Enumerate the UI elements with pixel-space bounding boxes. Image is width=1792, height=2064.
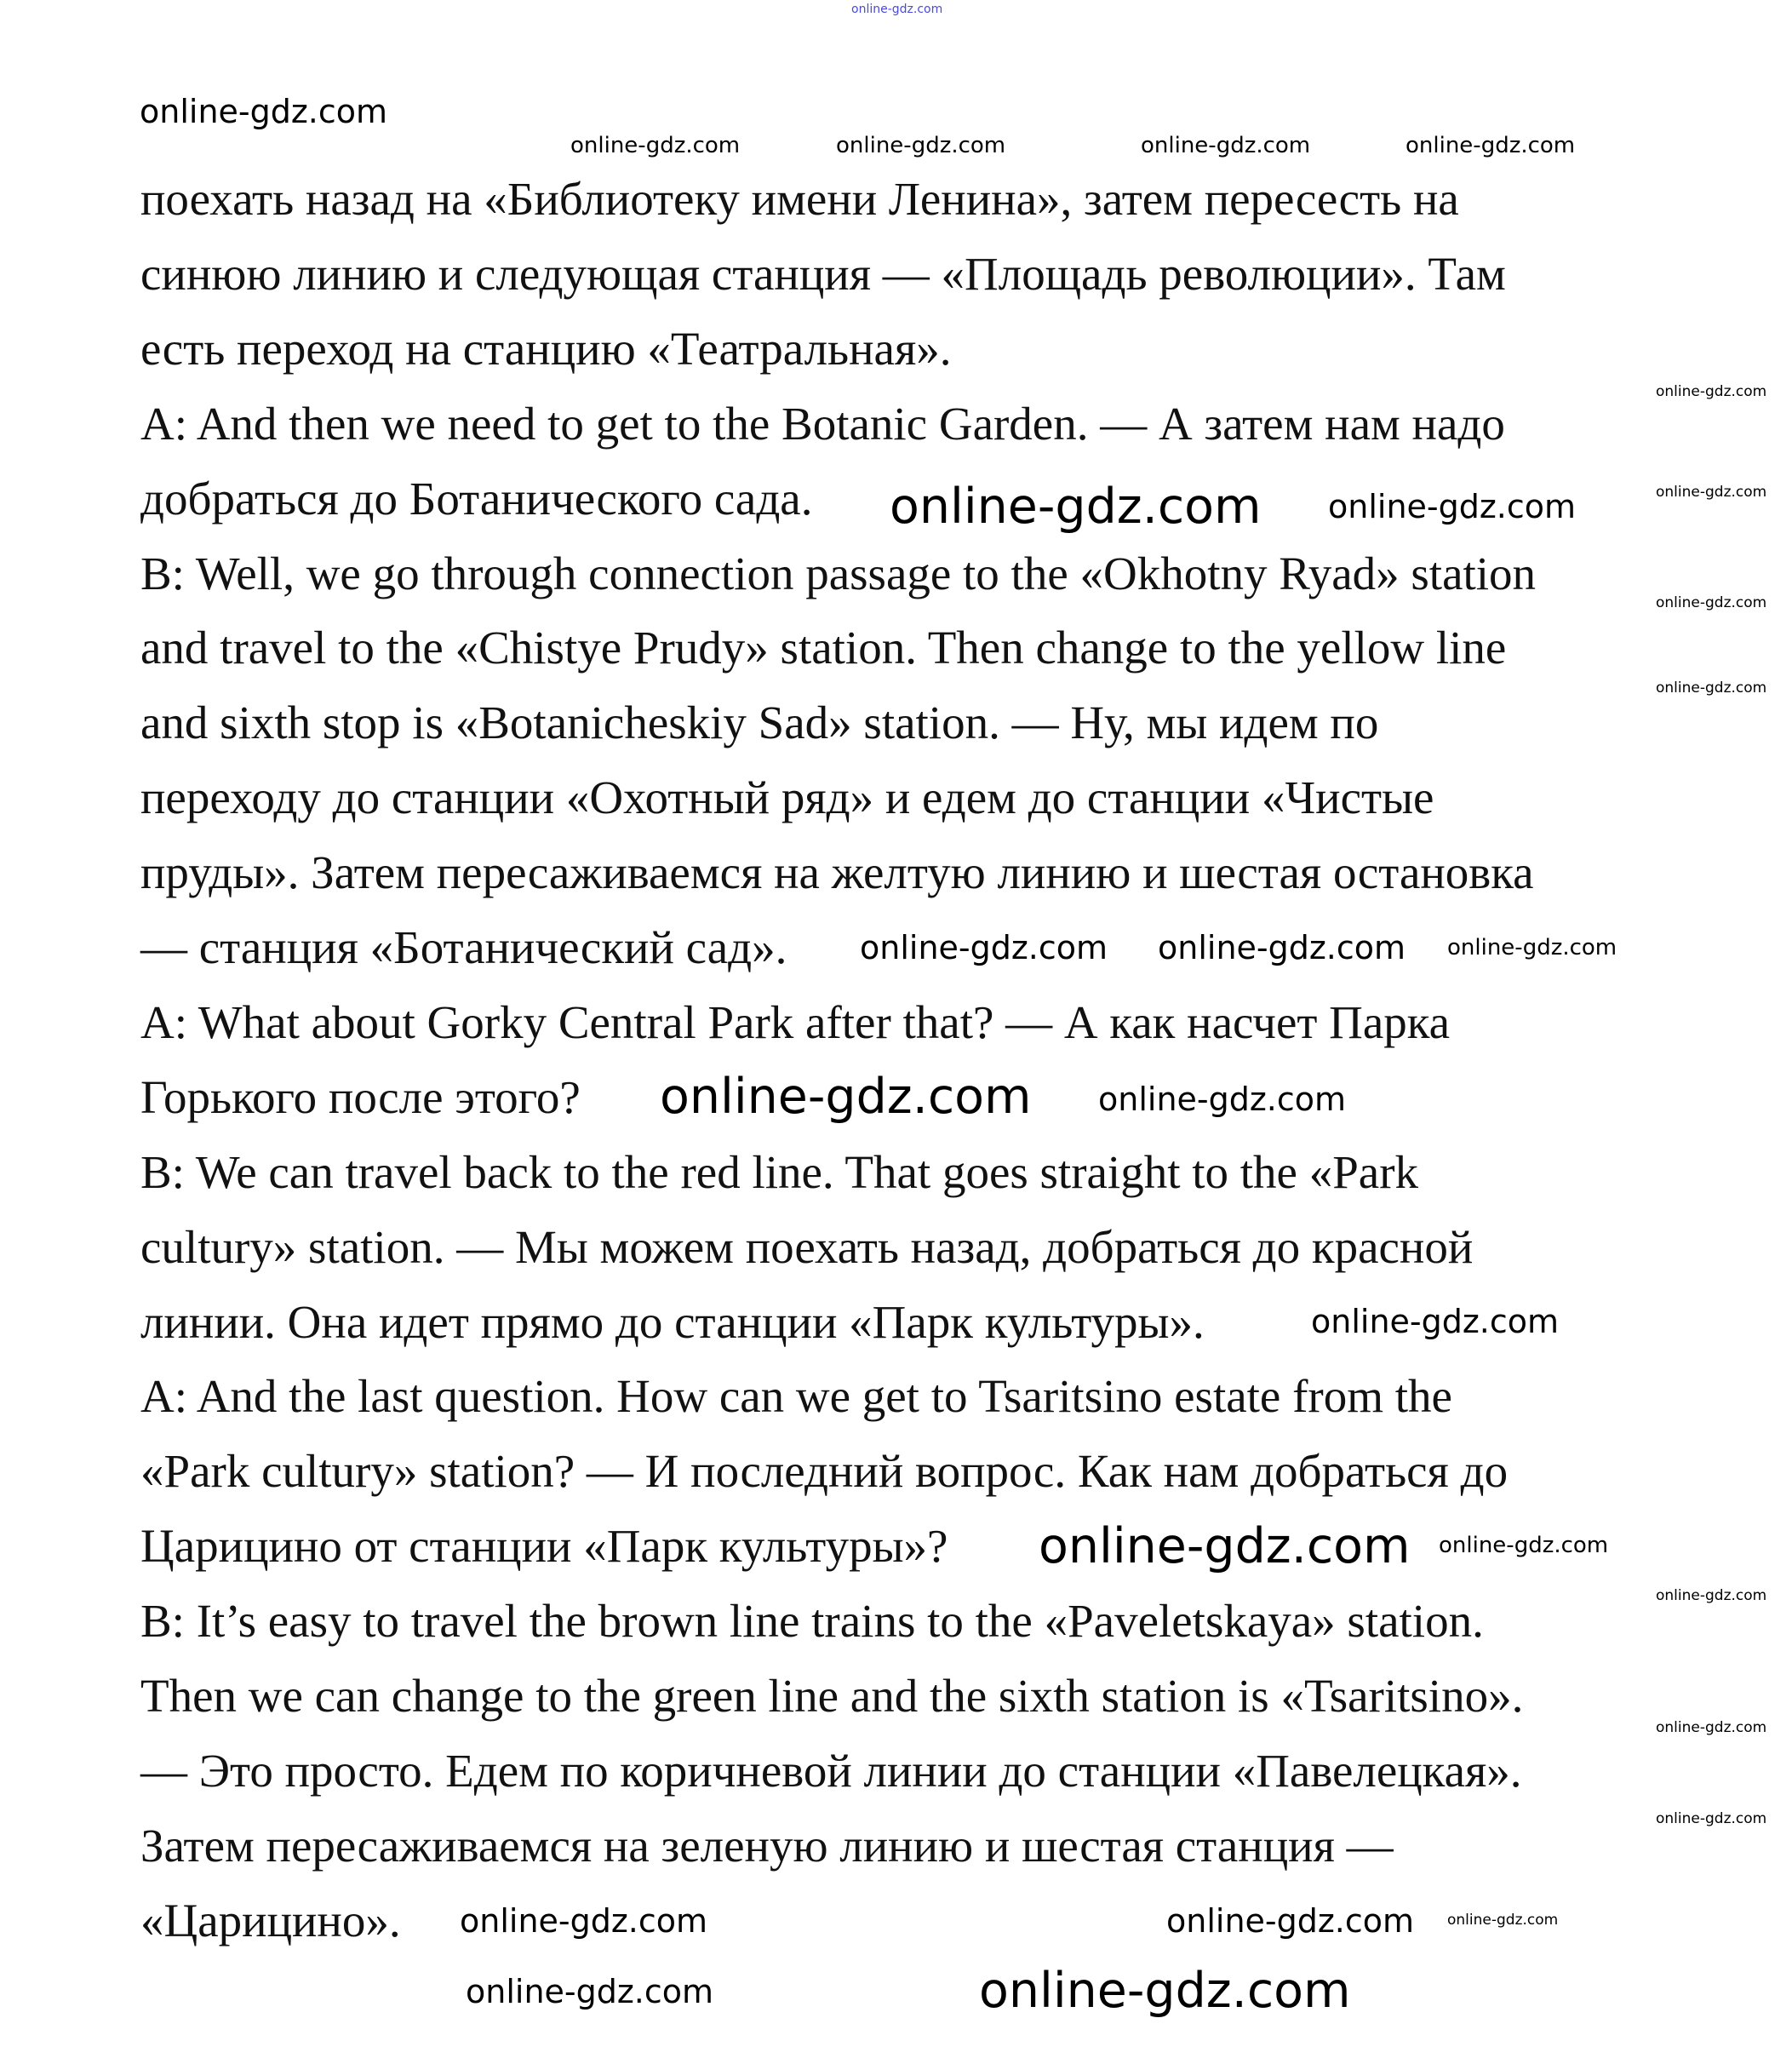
watermark: online-gdz.com <box>570 133 741 158</box>
text-line: B: It’s easy to travel the brown line trains to the «Paveletskaya» station. <box>140 1595 1484 1648</box>
text-line: есть переход на станцию «Театральная». <box>140 322 952 375</box>
text-line: A: And the last question. How can we get to Tsaritsino estate from the <box>140 1370 1452 1423</box>
watermark: online-gdz.com <box>1447 1912 1559 1929</box>
text-line: A: And then we need to get to the Botanic Garden. — А затем нам надо <box>140 397 1505 450</box>
text-line: добраться до Ботанического сада. <box>140 472 813 525</box>
watermark: online-gdz.com <box>1656 484 1767 501</box>
watermark: online-gdz.com <box>1447 935 1617 960</box>
watermark: online-gdz.com <box>851 3 943 16</box>
text-line: A: What about Gorky Central Park after that? — А как насчет Парка <box>140 995 1451 1048</box>
text-line: «Park cultury» station? — И последний вопрос. Как нам добраться до <box>140 1445 1509 1498</box>
watermark: online-gdz.com <box>1656 594 1767 611</box>
text-line: пруды». Затем пересаживаемся на желтую линию и шестая остановка <box>140 846 1534 899</box>
text-line: cultury» station. — Мы можем поехать назад, добраться до красной <box>140 1220 1474 1273</box>
text-line: линии. Она идет прямо до станции «Парк культуры». <box>140 1295 1205 1348</box>
watermark: online-gdz.com <box>1656 383 1767 400</box>
watermark: online-gdz.com <box>860 929 1108 966</box>
watermark: online-gdz.com <box>1656 679 1767 697</box>
watermark: online-gdz.com <box>979 1963 1351 2019</box>
text-line: B: We can travel back to the red line. That goes straight to the «Park <box>140 1145 1419 1198</box>
text-line: B: Well, we go through connection passage to the «Okhotny Ryad» station <box>140 547 1537 599</box>
watermark: online-gdz.com <box>890 479 1262 535</box>
watermark: online-gdz.com <box>1439 1533 1609 1558</box>
watermark: online-gdz.com <box>836 133 1006 158</box>
watermark: online-gdz.com <box>1039 1518 1411 1574</box>
text-line: Царицино от станции «Парк культуры»? <box>140 1520 948 1573</box>
watermark: online-gdz.com <box>1141 133 1311 158</box>
watermark: online-gdz.com <box>1656 1719 1767 1736</box>
watermark: online-gdz.com <box>1166 1902 1415 1940</box>
watermark: online-gdz.com <box>460 1902 708 1940</box>
text-line: Затем пересаживаемся на зеленую линию и шестая станция — <box>140 1819 1394 1872</box>
watermark: online-gdz.com <box>1406 133 1576 158</box>
text-line: and sixth stop is «Botanicheskiy Sad» station. — Ну, мы идем по <box>140 697 1379 749</box>
watermark: online-gdz.com <box>1158 929 1406 966</box>
watermark: online-gdz.com <box>140 93 388 130</box>
watermark: online-gdz.com <box>1328 488 1577 525</box>
watermark: online-gdz.com <box>1311 1303 1560 1340</box>
text-line: Then we can change to the green line and the sixth station is «Tsaritsino». <box>140 1670 1524 1722</box>
watermark: online-gdz.com <box>1656 1587 1767 1604</box>
text-line: синюю линию и следующая станция — «Площадь революции». Там <box>140 247 1506 300</box>
text-line: — станция «Ботанический сад». <box>140 921 787 973</box>
text-line: — Это просто. Едем по коричневой линии до станции «Павелецкая». <box>140 1744 1522 1797</box>
watermark: online-gdz.com <box>1098 1081 1347 1118</box>
watermark: online-gdz.com <box>466 1973 714 2010</box>
text-line: переходу до станции «Охотный ряд» и едем до станции «Чистые <box>140 771 1434 824</box>
text-line: Горького после этого? <box>140 1070 581 1123</box>
text-line: «Царицино». <box>140 1894 401 1946</box>
text-line: and travel to the «Chistye Prudy» station. Then change to the yellow line <box>140 622 1507 674</box>
text-line: поехать назад на «Библиотеку имени Ленина», затем пересесть на <box>140 173 1459 225</box>
watermark: online-gdz.com <box>1656 1810 1767 1827</box>
watermark: online-gdz.com <box>660 1069 1032 1125</box>
